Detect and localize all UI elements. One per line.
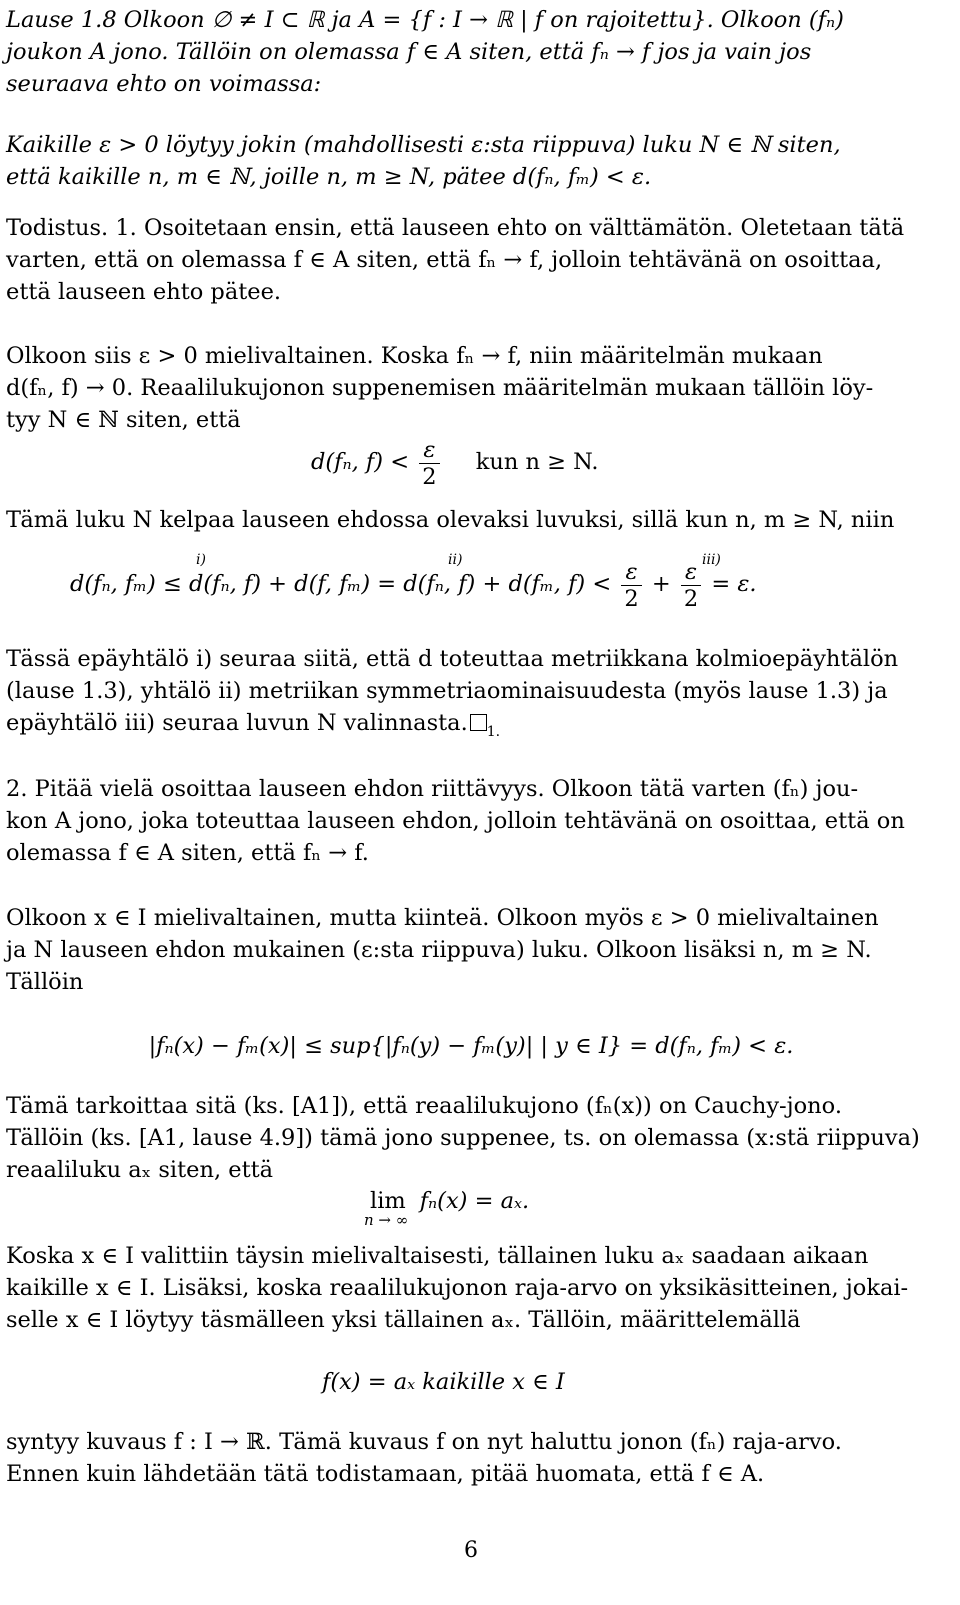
proof-end-line-3 — [6, 707, 936, 748]
proof-line-6: tyy N ∈ ℕ siten, että — [6, 407, 241, 433]
lim-subscript: n → ∞ — [364, 1211, 409, 1229]
eq2-fraction-2 — [681, 559, 701, 612]
eq2-end: = ε. — [711, 571, 757, 597]
theorem-line-1: Lause 1.8 Olkoon ∅ ≠ I ⊂ ℝ ja A = {f : I → ℝ | f on rajoitettu}. Olkoon (fₙ) — [6, 7, 844, 33]
eq2-num-2: ε — [681, 559, 701, 586]
eq1-fraction — [419, 437, 439, 490]
part2-line-2: kon A jono, joka toteuttaa lauseen ehdon, jolloin tehtävänä on osoittaa, että on — [6, 808, 905, 834]
text-after-eq1: Tämä luku N kelpaa lauseen ehdossa olevaksi luvuksi, sillä kun n, m ≥ N, niin — [6, 507, 895, 533]
part2-line-5: ja N lauseen ehdon mukainen (ε:sta riippuva) luku. Olkoon lisäksi n, m ≥ N. — [6, 937, 872, 963]
part2-line-6: Tällöin — [6, 969, 84, 995]
equation-5: f(x) = aₓ kaikille x ∈ I — [322, 1369, 565, 1395]
part3-line-2: Tällöin (ks. [A1, lause 4.9]) tämä jono suppenee, ts. on olemassa (x:stä riippuva) — [6, 1125, 920, 1151]
proof-line-1: Todistus. 1. Osoitetaan ensin, että lauseen ehto on välttämätön. Oletetaan tätä — [6, 215, 905, 241]
theorem-line-5: että kaikille n, m ∈ ℕ, joille n, m ≥ N, pätee d(fₙ, fₘ) < ε. — [6, 164, 652, 190]
part2-line-3: olemassa f ∈ A siten, että fₙ → f. — [6, 840, 369, 866]
eq2-note-ii: ii) — [448, 552, 463, 568]
proof-line-4: Olkoon siis ε > 0 mielivaltainen. Koska fₙ → f, niin määritelmän mukaan — [6, 343, 823, 369]
proof-line-2: varten, että on olemassa f ∈ A siten, että fₙ → f, jolloin tehtävänä on osoittaa, — [6, 247, 883, 273]
part4-line-1: Koska x ∈ I valittiin täysin mielivaltaisesti, tällainen luku aₓ saadaan aikaan — [6, 1243, 869, 1269]
theorem-line-4: Kaikille ε > 0 löytyy jokin (mahdollisesti ε:sta riippuva) luku N ∈ ℕ siten, — [6, 132, 841, 158]
proof-end-text: epäyhtälö iii) seuraa luvun N valinnasta. — [6, 710, 468, 736]
eq2-plus: + — [651, 571, 671, 597]
eq1-denominator: 2 — [422, 463, 437, 490]
eq1-rhs: kun n ≥ N. — [475, 449, 599, 475]
proof-line-3: että lauseen ehto pätee. — [6, 279, 282, 305]
eq2-note-iii: iii) — [702, 552, 721, 568]
eq2-den-2: 2 — [683, 585, 699, 612]
eq2-chain: d(fₙ, fₘ) ≤ d(fₙ, f) + d(f, fₘ) = d(fₙ, f) + d(fₘ, f) < — [70, 571, 612, 597]
part4-line-2: kaikille x ∈ I. Lisäksi, koska reaalilukujonon raja-arvo on yksikäsitteinen, jokai- — [6, 1275, 909, 1301]
theorem-line-3: seuraava ehto on voimassa: — [6, 71, 322, 97]
part3-line-3: reaaliluku aₓ siten, että — [6, 1157, 274, 1183]
part4-line-3: selle x ∈ I löytyy täsmälleen yksi tällainen aₓ. Tällöin, määrittelemällä — [6, 1307, 801, 1333]
part2-line-4: Olkoon x ∈ I mielivaltainen, mutta kiinteä. Olkoon myös ε > 0 mielivaltainen — [6, 905, 879, 931]
proof-end-line-1: Tässä epäyhtälö i) seuraa siitä, että d toteuttaa metriikkana kolmioepäyhtälön — [6, 646, 899, 672]
eq1-lhs: d(fₙ, f) < — [311, 449, 410, 475]
lim-operator: lim — [370, 1188, 406, 1214]
eq2-den-1: 2 — [624, 585, 639, 612]
part2-line-1: 2. Pitää vielä osoittaa lauseen ehdon riittävyys. Olkoon tätä varten (fₙ) jou- — [6, 776, 859, 802]
equation-3: |fₙ(x) − fₘ(x)| ≤ sup{|fₙ(y) − fₘ(y)| | y ∈ I} = d(fₙ, fₘ) < ε. — [148, 1033, 794, 1059]
theorem-line-2: joukon A jono. Tällöin on olemassa f ∈ A siten, että fₙ → f jos ja vain jos — [6, 39, 812, 65]
part5-line-1: syntyy kuvaus f : I → ℝ. Tämä kuvaus f on nyt haluttu jonon (fₙ) raja-arvo. — [6, 1429, 842, 1455]
lim-expression: fₙ(x) = aₓ. — [419, 1188, 530, 1214]
part5-line-2: Ennen kuin lähdetään tätä todistamaan, pitää huomata, että f ∈ A. — [6, 1461, 765, 1487]
part3-line-1: Tämä tarkoittaa sitä (ks. [A1]), että reaalilukujono (fₙ(x)) on Cauchy-jono. — [6, 1093, 842, 1119]
proof-line-5: d(fₙ, f) → 0. Reaalilukujonon suppenemisen määritelmän mukaan tällöin löy- — [6, 375, 874, 401]
proof-end-line-2: (lause 1.3), yhtälö ii) metriikan symmetriaominaisuudesta (myös lause 1.3) ja — [6, 678, 888, 704]
equation-1 — [311, 436, 911, 490]
page-number: 6 — [464, 1538, 478, 1563]
eq2-num-1: ε — [621, 559, 641, 586]
qed-subscript: 1. — [486, 724, 501, 740]
qed-box-icon — [470, 714, 487, 731]
eq2-fraction-1 — [621, 559, 641, 612]
eq1-numerator: ε — [419, 437, 439, 464]
eq2-note-i: i) — [196, 552, 206, 568]
